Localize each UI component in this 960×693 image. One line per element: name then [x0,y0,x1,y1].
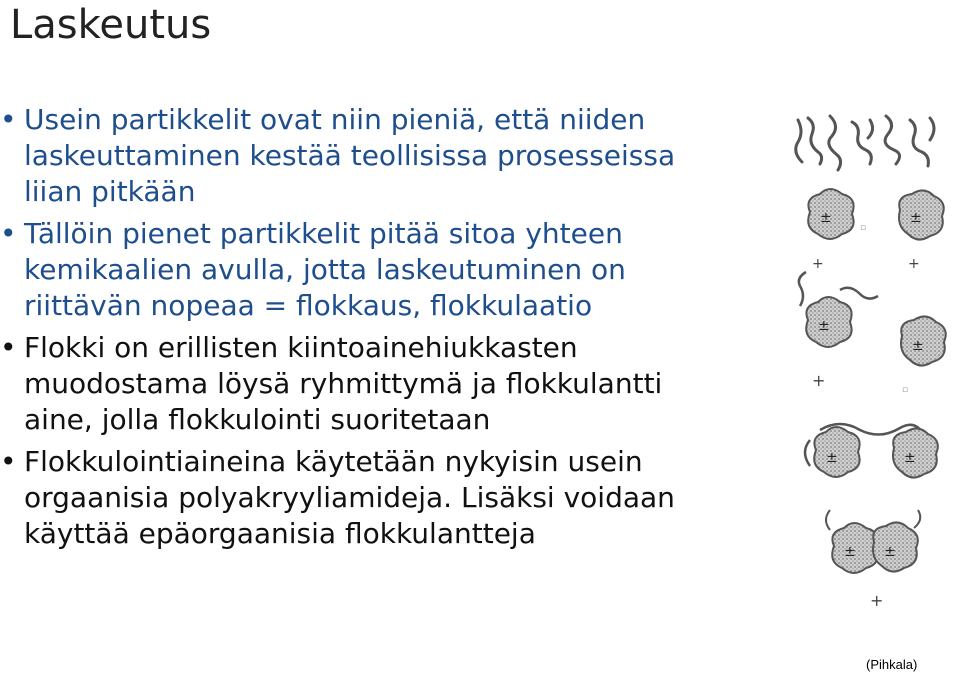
floc-stage [826,510,920,610]
svg-text:+: + [908,256,920,272]
bridging-stage [805,424,938,478]
svg-text:±: ± [912,338,924,354]
bullet-item: • Flokkulointiaineina käytetään nykyisin usein orgaanisia polyakryyliamideja. Lisäksi voidaan käyttää epäorgaanisia flokkulantteja [0,444,690,552]
bullet-item: • Usein partikkelit ovat niin pieniä, että niiden laskeuttaminen kestää teollisissa prosesseissa liian pitkään [0,102,690,210]
flocculation-diagram [790,110,950,630]
figure-caption: (Pihkala) [866,657,918,672]
polymer-chains-stage [796,116,934,170]
bullet-list [0,102,690,558]
bullet-item: • Flokki on erillisten kiintoainehiukkasten muodostama löysä ryhmittymä ja flokkulantti aine, jolla flokkulointi suoritetaan [0,330,690,438]
svg-text:+: + [870,591,884,610]
particles-stage [808,189,944,272]
svg-text:±: ± [818,318,830,334]
svg-text:▫: ▫ [902,385,909,395]
svg-text:▫: ▫ [860,223,867,233]
svg-text:+: + [812,256,824,272]
svg-text:±: ± [904,450,916,466]
slide-title: Laskeutus [10,2,212,48]
svg-text:±: ± [844,544,856,560]
adsorption-stage [799,272,946,395]
bullet-item: • Tällöin pienet partikkelit pitää sitoa yhteen kemikaalien avulla, jotta laskeutuminen on riittävän nopeaa = flokkaus, flokkulaatio [0,216,690,324]
svg-text:±: ± [910,210,922,226]
svg-text:±: ± [884,544,896,560]
svg-text:+: + [812,371,826,390]
svg-text:±: ± [826,450,838,466]
svg-text:±: ± [820,210,832,226]
